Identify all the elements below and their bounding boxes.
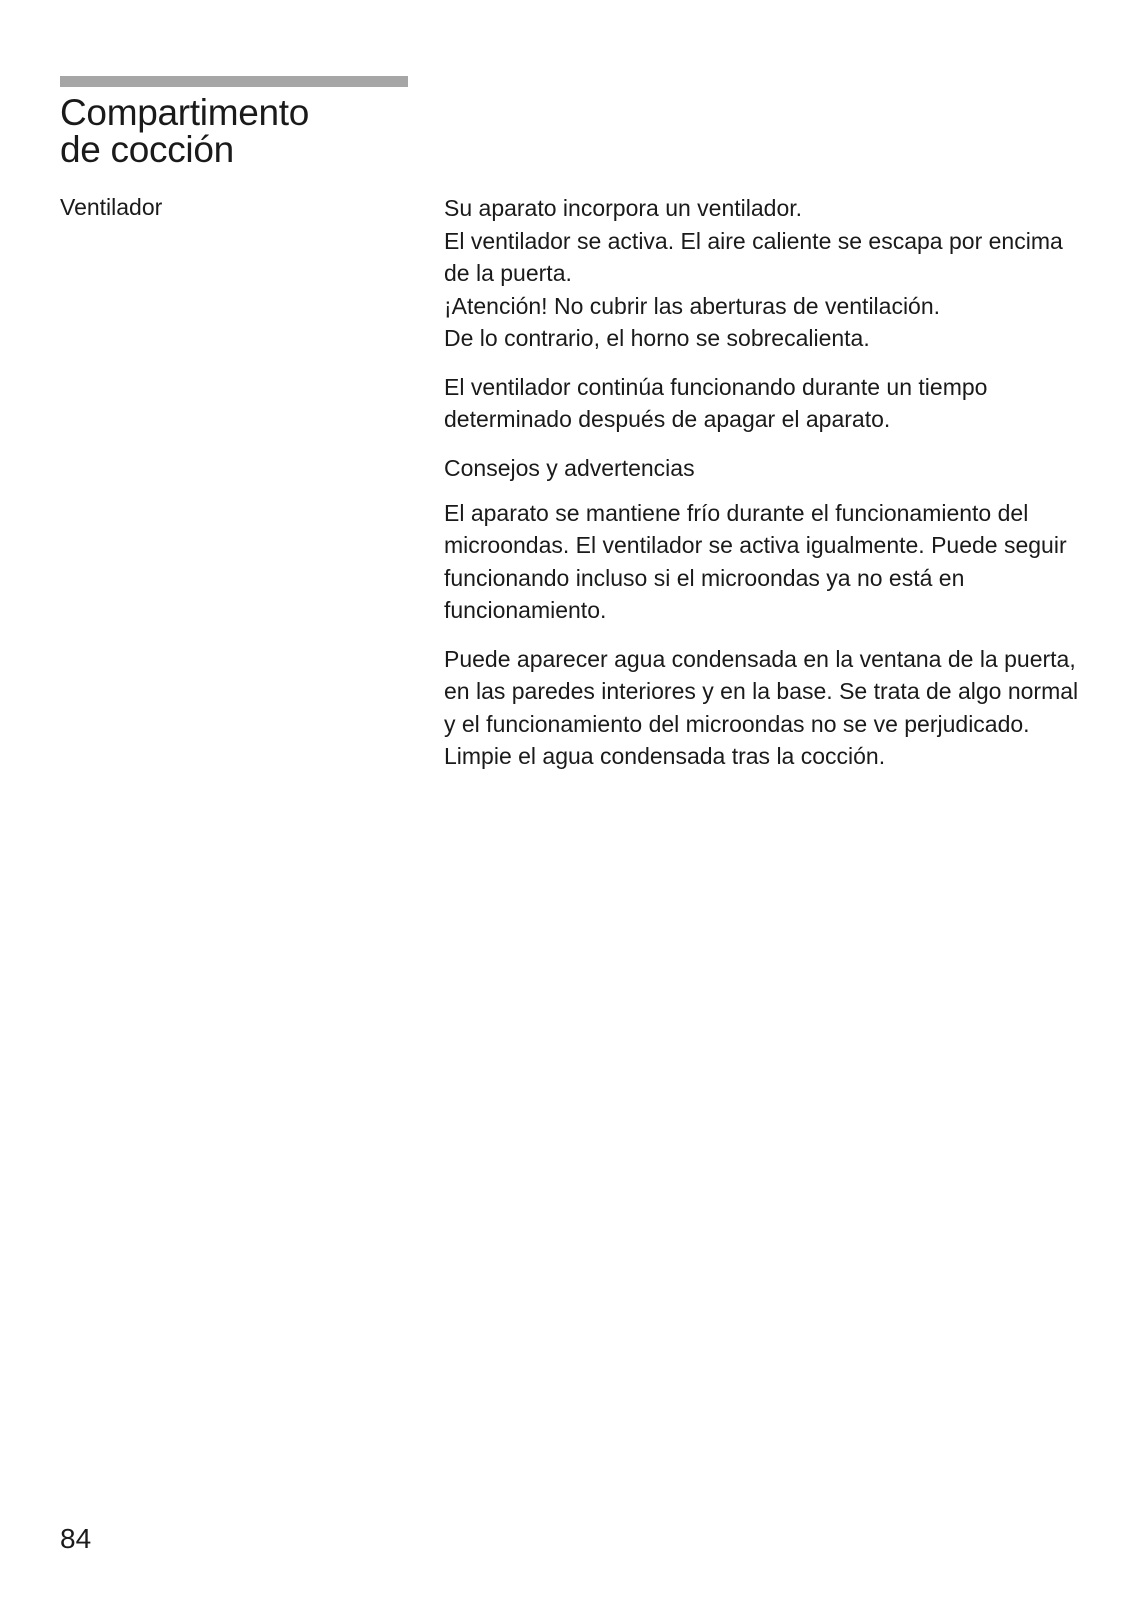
intro-paragraph (444, 192, 1084, 355)
consequence-line: De lo contrario, el horno se sobrecalienta. (444, 325, 870, 351)
page-number: 84 (60, 1523, 92, 1554)
attention-line (444, 290, 1084, 323)
section-content (444, 192, 1084, 789)
title-rule (60, 76, 408, 87)
intro-line-2: El ventilador se activa. El aire caliente se escapa por encima de la puerta. (444, 227, 1063, 286)
page-title-line-2: de cocción (60, 129, 234, 170)
attention-label: ¡Atención! (444, 292, 548, 319)
section-label: Ventilador (60, 194, 163, 220)
tips-heading: Consejos y advertencias (444, 454, 695, 481)
tips-paragraph-2: Puede aparecer agua condensada en la ventana de la puerta, en las paredes interiores y en la base. Se trata de algo normal y el funcionamiento del microondas no se ve perjudicado. Limpie el agua condensada tras la cocción. (444, 645, 1079, 769)
intro-line-1: Su aparato incorpora un ventilador. (444, 195, 803, 221)
fan-runtime-paragraph: El ventilador continúa funcionando durante un tiempo determinado después de apagar el aparato. (444, 373, 988, 432)
page-title (60, 94, 309, 168)
page-title-line-1: Compartimento (60, 92, 310, 133)
tips-paragraph-1: El aparato se mantiene frío durante el funcionamiento del microondas. El ventilador se activa igualmente. Puede seguir funcionando incluso si el microondas ya no está en funcionamiento. (444, 499, 1067, 623)
attention-text: No cubrir las aberturas de ventilación. (553, 292, 941, 319)
